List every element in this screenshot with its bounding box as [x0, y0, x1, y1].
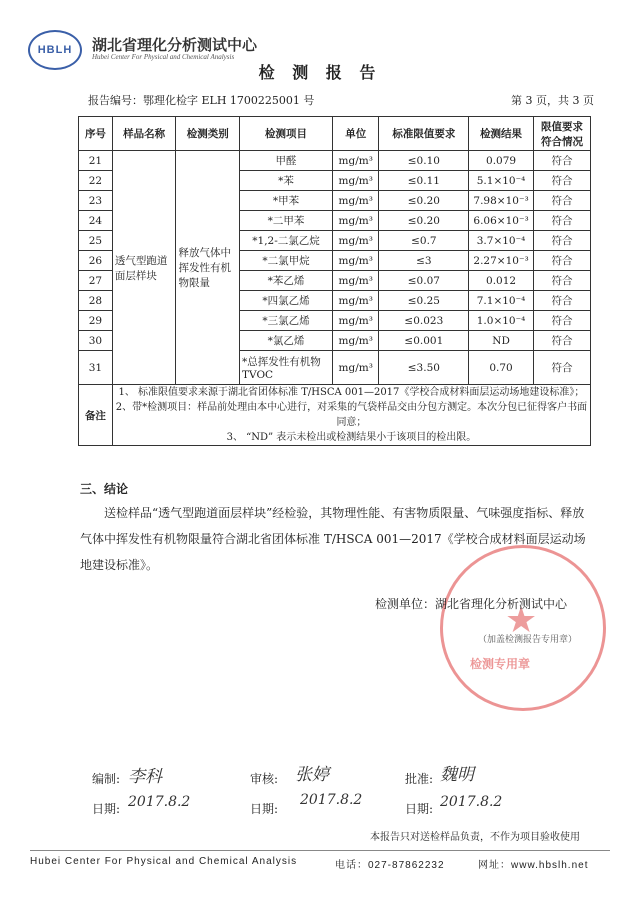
- compliance-cell: 符合: [533, 351, 590, 385]
- result-cell: 3.7×10⁻⁴: [469, 231, 534, 251]
- limit-cell: ≤0.10: [379, 151, 469, 171]
- column-header: 标准限值要求: [379, 117, 469, 151]
- category-cell: 释放气体中挥发性有机物限量: [176, 151, 240, 385]
- unit-cell: mg/m³: [333, 231, 379, 251]
- test-item-cell: *1,2-二氯乙烷: [240, 231, 333, 251]
- limit-cell: ≤0.023: [379, 311, 469, 331]
- unit-cell: mg/m³: [333, 171, 379, 191]
- limit-cell: ≤0.07: [379, 271, 469, 291]
- row-number: 25: [79, 231, 113, 251]
- footer-phone: 电话：027-87862232: [335, 860, 445, 871]
- compliance-cell: 符合: [533, 331, 590, 351]
- notes-content: [112, 385, 590, 446]
- stamp-note: （加盖检测报告专用章）: [478, 635, 578, 645]
- result-cell: 1.0×10⁻⁴: [469, 311, 534, 331]
- unit-cell: mg/m³: [333, 351, 379, 385]
- unit-cell: mg/m³: [333, 331, 379, 351]
- column-header: 检测项目: [240, 117, 333, 151]
- column-header: 检测结果: [469, 117, 534, 151]
- unit-cell: mg/m³: [333, 211, 379, 231]
- compliance-cell: 符合: [533, 151, 590, 171]
- reviewer-signature: 张婷: [295, 765, 329, 785]
- limit-cell: ≤0.001: [379, 331, 469, 351]
- unit-cell: mg/m³: [333, 191, 379, 211]
- row-number: 28: [79, 291, 113, 311]
- limit-cell: ≤0.20: [379, 191, 469, 211]
- result-cell: 5.1×10⁻⁴: [469, 171, 534, 191]
- approver-date-label: 日期:: [405, 802, 434, 816]
- test-item-cell: *总挥发性有机物TVOC: [240, 351, 333, 385]
- conclusion-text: 送检样品“透气型跑道面层样块”经检验，其物理性能、有害物质限量、气味强度指标、释放气体中挥发性有机物限量符合湖北省团体标准 T/HSCA 001—2017《学校合成材料面层运动场地建设标准》。: [80, 506, 586, 572]
- disclaimer: 本报告只对送检样品负责，不作为项目验收使用: [370, 832, 580, 843]
- editor-date: 2017.8.2: [128, 794, 191, 810]
- column-header: 限值要求符合情况: [533, 117, 590, 151]
- test-item-cell: *二甲苯: [240, 211, 333, 231]
- reviewer-date-label: 日期:: [250, 802, 279, 816]
- limit-cell: ≤0.20: [379, 211, 469, 231]
- note-item: 2、带*检测项目：样品前处理由本中心进行，对采集的气袋样品交由分包方测定。本次分包已征得客户书面同意；: [115, 402, 588, 428]
- row-number: 21: [79, 151, 113, 171]
- test-item-cell: *三氯乙烯: [240, 311, 333, 331]
- notes-row: [79, 385, 591, 446]
- footer-website: 网址：www.hbslh.net: [478, 860, 589, 871]
- row-number: 24: [79, 211, 113, 231]
- test-item-cell: *四氯乙烯: [240, 291, 333, 311]
- compliance-cell: 符合: [533, 211, 590, 231]
- org-logo: HBLH: [28, 30, 82, 70]
- unit-cell: mg/m³: [333, 251, 379, 271]
- test-item-cell: 甲醛: [240, 151, 333, 171]
- limit-cell: ≤3.50: [379, 351, 469, 385]
- column-header: 检测类别: [176, 117, 240, 151]
- editor-signature: 李科: [128, 767, 162, 787]
- test-item-cell: *苯: [240, 171, 333, 191]
- compliance-cell: 符合: [533, 251, 590, 271]
- note-item: 1、 标准限值要求来源于湖北省团体标准 T/HSCA 001—2017《学校合成材料面层运动场地建设标准》；: [118, 387, 585, 398]
- table-header-row: [79, 117, 591, 151]
- result-cell: ND: [469, 331, 534, 351]
- compliance-cell: 符合: [533, 171, 590, 191]
- results-table: [78, 116, 591, 446]
- row-number: 30: [79, 331, 113, 351]
- table-row: [79, 151, 591, 171]
- unit-cell: mg/m³: [333, 311, 379, 331]
- report-number: 报告编号：鄂理化检字 ELH 1700225001 号: [88, 94, 315, 107]
- unit-cell: mg/m³: [333, 151, 379, 171]
- testing-unit: 检测单位：湖北省理化分析测试中心: [375, 597, 568, 611]
- row-number: 22: [79, 171, 113, 191]
- footer-divider: [30, 850, 610, 851]
- org-name-cn: 湖北省理化分析测试中心: [92, 36, 258, 54]
- seal-text: 检测专用章: [470, 657, 531, 671]
- approver-signature: 魏明: [440, 765, 474, 785]
- editor-label: 编制:: [92, 772, 121, 786]
- compliance-cell: 符合: [533, 311, 590, 331]
- test-item-cell: *二氯甲烷: [240, 251, 333, 271]
- org-name-en: Hubei Center For Physical and Chemical Analysis: [92, 53, 235, 61]
- result-cell: 0.079: [469, 151, 534, 171]
- compliance-cell: 符合: [533, 191, 590, 211]
- column-header: 单位: [333, 117, 379, 151]
- limit-cell: ≤3: [379, 251, 469, 271]
- notes-label: 备注: [79, 385, 113, 446]
- row-number: 26: [79, 251, 113, 271]
- result-cell: 7.98×10⁻³: [469, 191, 534, 211]
- test-item-cell: *苯乙烯: [240, 271, 333, 291]
- compliance-cell: 符合: [533, 231, 590, 251]
- reviewer-date: 2017.8.2: [300, 792, 363, 808]
- note-item: 3、 “ND” 表示未检出或检测结果小于该项目的检出限。: [226, 432, 477, 443]
- test-item-cell: *氯乙烯: [240, 331, 333, 351]
- result-cell: 0.012: [469, 271, 534, 291]
- limit-cell: ≤0.11: [379, 171, 469, 191]
- approver-label: 批准:: [405, 772, 434, 786]
- row-number: 23: [79, 191, 113, 211]
- unit-cell: mg/m³: [333, 271, 379, 291]
- reviewer-label: 审核:: [250, 772, 279, 786]
- row-number: 31: [79, 351, 113, 385]
- result-cell: 6.06×10⁻³: [469, 211, 534, 231]
- compliance-cell: 符合: [533, 271, 590, 291]
- sample-name-cell: 透气型跑道面层样块: [112, 151, 176, 385]
- test-item-cell: *甲苯: [240, 191, 333, 211]
- seal-star-icon: ★: [505, 600, 538, 641]
- report-title: 检 测 报 告: [258, 63, 382, 82]
- compliance-cell: 符合: [533, 291, 590, 311]
- result-cell: 2.27×10⁻³: [469, 251, 534, 271]
- row-number: 29: [79, 311, 113, 331]
- column-header: 序号: [79, 117, 113, 151]
- result-cell: 7.1×10⁻⁴: [469, 291, 534, 311]
- limit-cell: ≤0.7: [379, 231, 469, 251]
- editor-date-label: 日期:: [92, 802, 121, 816]
- unit-cell: mg/m³: [333, 291, 379, 311]
- result-cell: 0.70: [469, 351, 534, 385]
- page-number: 第 3 页，共 3 页: [511, 94, 594, 107]
- footer-org-en: Hubei Center For Physical and Chemical Analysis: [30, 856, 298, 867]
- column-header: 样品名称: [112, 117, 176, 151]
- row-number: 27: [79, 271, 113, 291]
- limit-cell: ≤0.25: [379, 291, 469, 311]
- approver-date: 2017.8.2: [440, 794, 503, 810]
- conclusion-heading: 三、结论: [80, 482, 129, 496]
